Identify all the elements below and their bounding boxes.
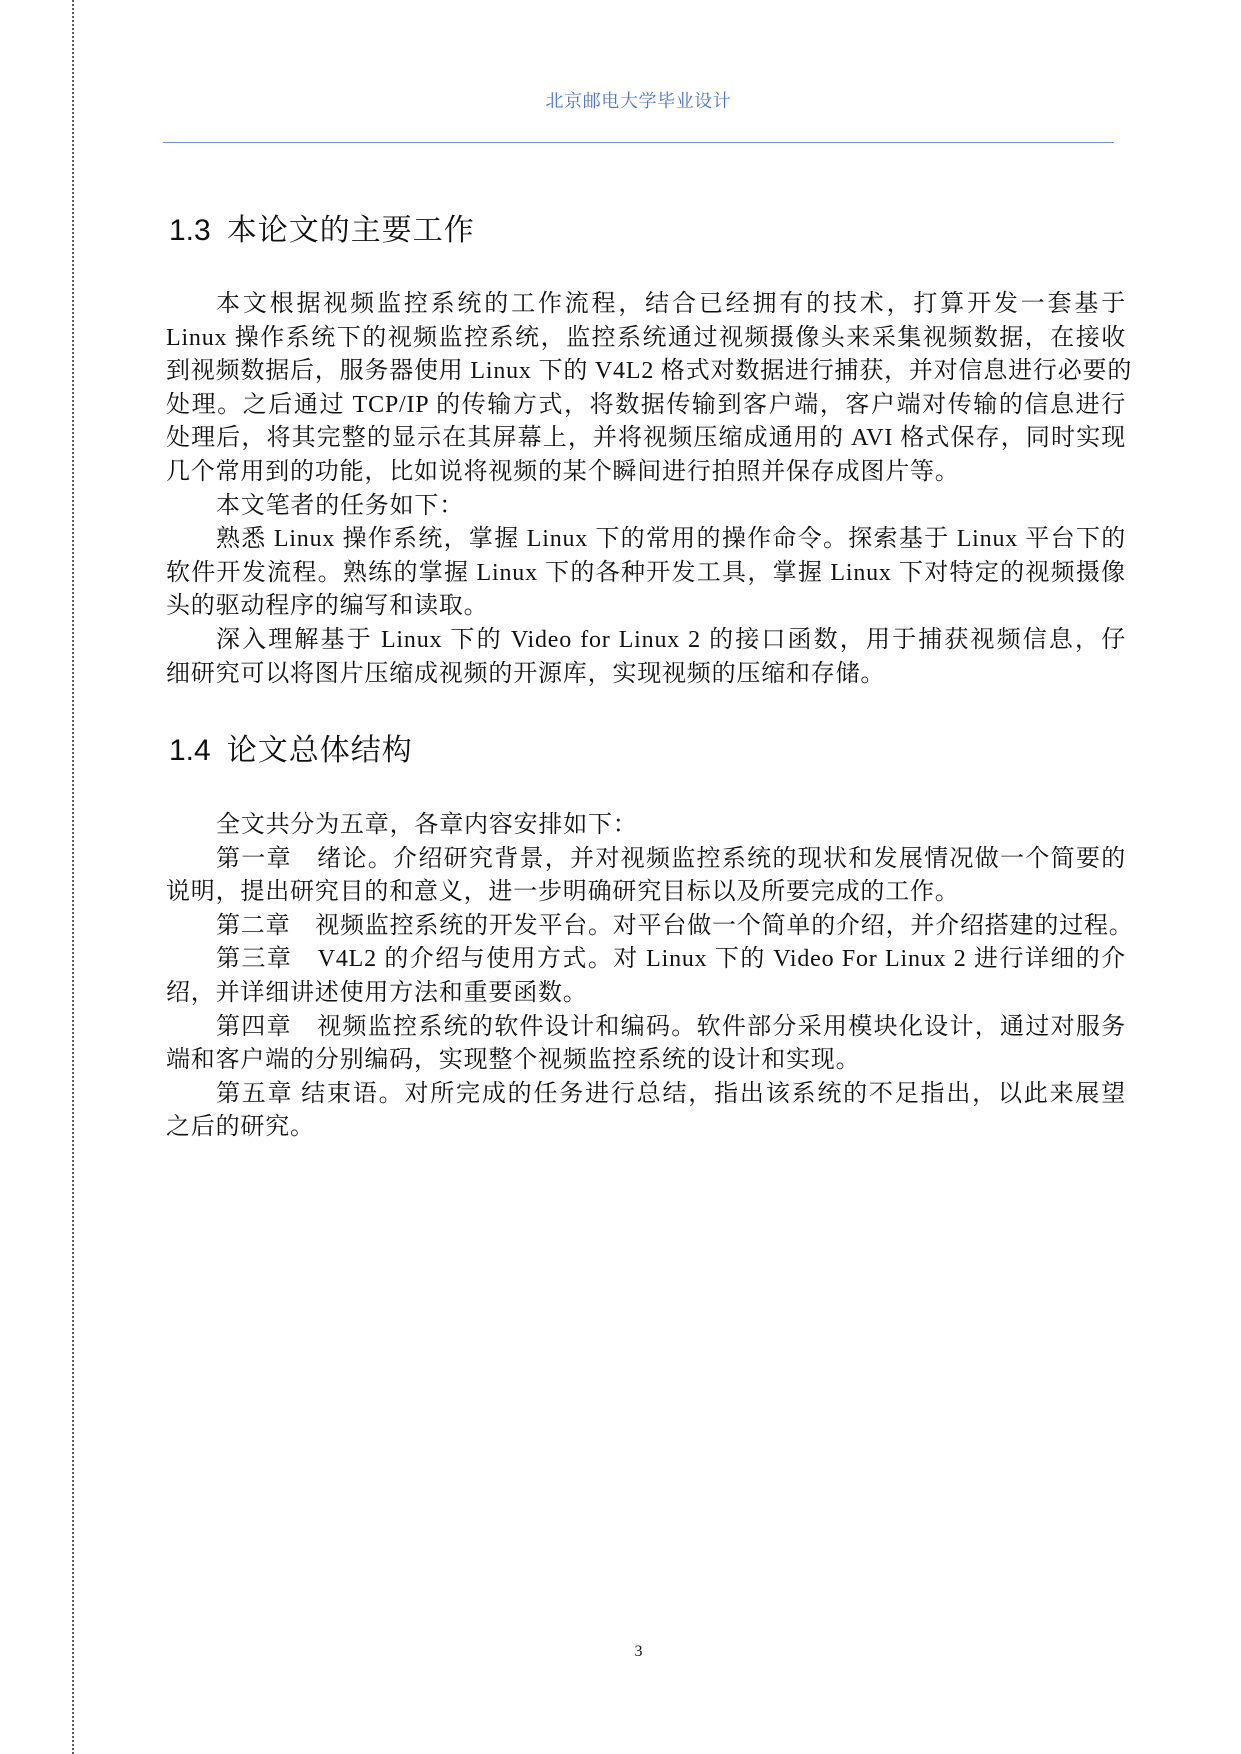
binding-margin-dotted-line <box>72 0 74 1754</box>
section-heading-1-3 <box>169 213 475 249</box>
text-line: 端和客户端的分别编码，实现整个视频监控系统的设计和实现。 <box>166 1047 861 1074</box>
text-line: 到视频数据后，服务器使用 Linux 下的 V4L2 格式对数据进行捕获，并对信息进行必要的 <box>166 358 1133 385</box>
text-line: Linux 操作系统下的视频监控系统，监控系统通过视频摄像头来采集视频数据，在接收 <box>166 324 1126 351</box>
text-line: 细研究可以将图片压缩成视频的开源库，实现视频的压缩和存储。 <box>166 660 886 687</box>
paragraph <box>166 943 1126 1010</box>
text-line: 说明，提出研究目的和意义，进一步明确研究目标以及所要完成的工作。 <box>166 879 960 906</box>
text-line: 全文共分为五章，各章内容安排如下： <box>216 812 638 838</box>
text-line: 熟悉 Linux 操作系统，掌握 Linux 下的常用的操作命令。探索基于 Linux 平台下的 <box>216 526 1126 553</box>
paragraph <box>166 1011 1126 1078</box>
text-line: 绍，并详细讲述使用方法和重要函数。 <box>166 979 588 1006</box>
paragraph <box>166 624 1126 691</box>
text-line: 处理。之后通过 TCP/IP 的传输方式，将数据传输到客户端，客户端对传输的信息进行 <box>166 391 1126 418</box>
text-line: 第四章 视频监控系统的软件设计和编码。软件部分采用模块化设计，通过对服务 <box>216 1013 1126 1040</box>
page-number: 3 <box>634 1643 643 1660</box>
paragraph <box>166 523 1126 624</box>
heading-title: 本论文的主要工作 <box>226 214 475 247</box>
heading-title: 论文总体结构 <box>226 734 413 767</box>
paragraph <box>166 910 1134 944</box>
text-line: 深入理解基于 Linux 下的 Video for Linux 2 的接口函数，用于捕获视频信息，仔 <box>216 626 1126 653</box>
text-line: 之后的研究。 <box>166 1114 315 1141</box>
text-line: 软件开发流程。熟练的掌握 Linux 下的各种开发工具，掌握 Linux 下对特定的视频摄像 <box>166 559 1126 586</box>
paragraph <box>166 843 1126 910</box>
text-line: 第二章 视频监控系统的开发平台。对平台做一个简单的介绍，并介绍搭建的过程。 <box>216 912 1134 939</box>
text-line: 第三章 V4L2 的介绍与使用方式。对 Linux 下的 Video For Linux 2 进行详细的介 <box>216 946 1126 973</box>
text-line: 几个常用到的功能，比如说将视频的某个瞬间进行拍照并保存成图片等。 <box>166 458 960 485</box>
heading-number: 1.3 <box>169 214 211 247</box>
paragraph <box>166 1078 1126 1145</box>
header-rule <box>163 142 1114 143</box>
running-header-title: 北京邮电大学毕业设计 <box>545 91 732 111</box>
paragraph <box>166 809 1126 843</box>
text-line: 本文笔者的任务如下： <box>216 492 464 519</box>
paragraph <box>166 490 1126 524</box>
section-heading-1-4 <box>169 733 413 769</box>
paragraph <box>166 288 1133 490</box>
text-line: 第一章 绪论。介绍研究背景，并对视频监控系统的现状和发展情况做一个简要的 <box>216 845 1126 872</box>
section-body-1-3 <box>166 288 1133 691</box>
section-body-1-4 <box>166 809 1134 1145</box>
heading-number: 1.4 <box>169 734 211 767</box>
text-line: 本文根据视频监控系统的工作流程，结合已经拥有的技术，打算开发一套基于 <box>216 291 1126 317</box>
text-line: 处理后，将其完整的显示在其屏幕上，并将视频压缩成通用的 AVI 格式保存，同时实现 <box>166 425 1126 452</box>
text-line: 头的驱动程序的编写和读取。 <box>166 593 489 620</box>
text-line: 第五章 结束语。对所完成的任务进行总结，指出该系统的不足指出，以此来展望 <box>216 1080 1126 1107</box>
